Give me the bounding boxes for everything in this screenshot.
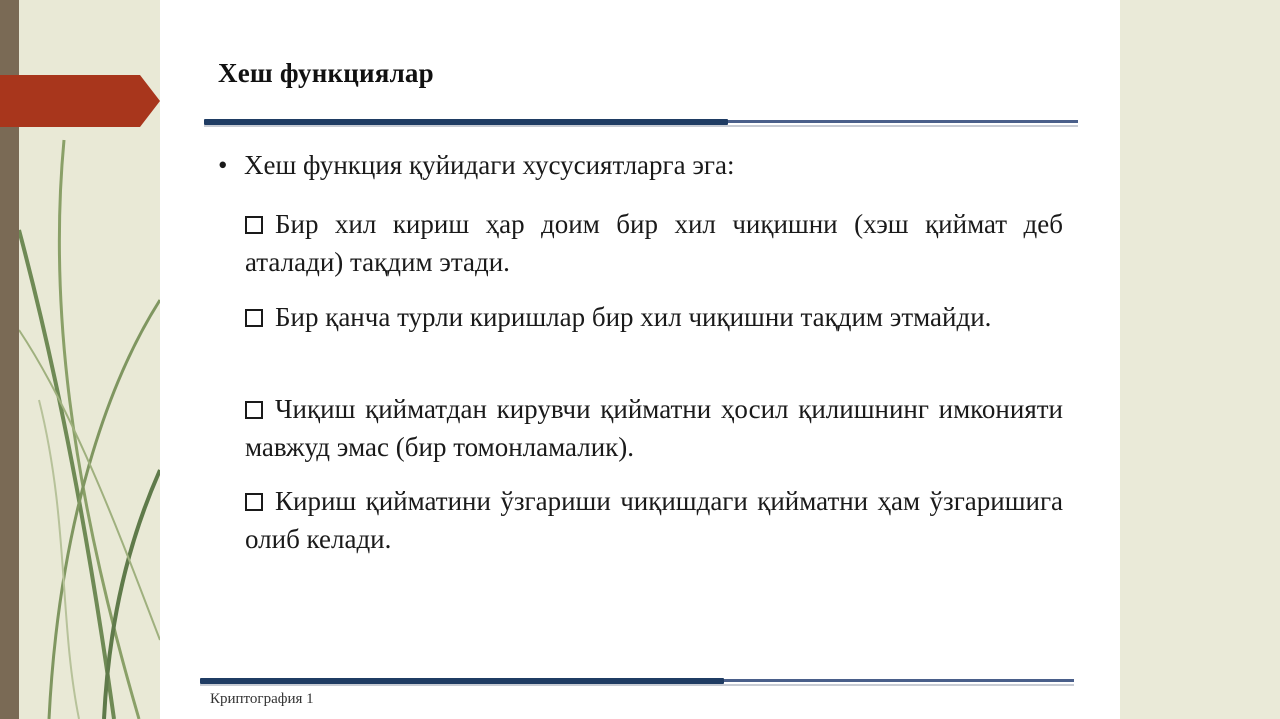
bullet-dot: • [218,150,228,180]
checkbox-bullet-icon [245,493,263,511]
checkbox-bullet-icon [245,309,263,327]
list-item-text: Бир қанча турли киришлар бир хил чиқишни тақдим этмайди. [275,302,992,332]
list-item-text: Чиқиш қийматдан кирувчи қийматни ҳосил қилишнинг имконияти мавжуд эмас (бир томонламалик). [245,394,1063,462]
footer-text: Криптография 1 [210,691,314,707]
footer-divider [200,678,1074,684]
list-item [245,482,1063,558]
slide-content [160,0,1120,719]
intro-bullet [218,150,734,181]
intro-text: Хеш функция қуйидаги хусусиятларга эга: [244,150,735,180]
checkbox-bullet-icon [245,216,263,234]
list-item [245,390,1063,466]
title-divider [204,119,1078,125]
slide-title: Хеш функциялар [218,58,434,88]
checkbox-bullet-icon [245,401,263,419]
list-item [245,205,1063,281]
list-item-text: Кириш қийматини ўзгариши чиқишдаги қийматни ҳам ўзгаришига олиб келади. [245,486,1063,554]
list-item-text: Бир хил кириш ҳар доим бир хил чиқишни (хэш қиймат деб аталади) тақдим этади. [245,209,1063,277]
red-arrow-tab [0,75,160,127]
right-beige-panel [1120,0,1280,719]
list-item [245,298,1063,336]
